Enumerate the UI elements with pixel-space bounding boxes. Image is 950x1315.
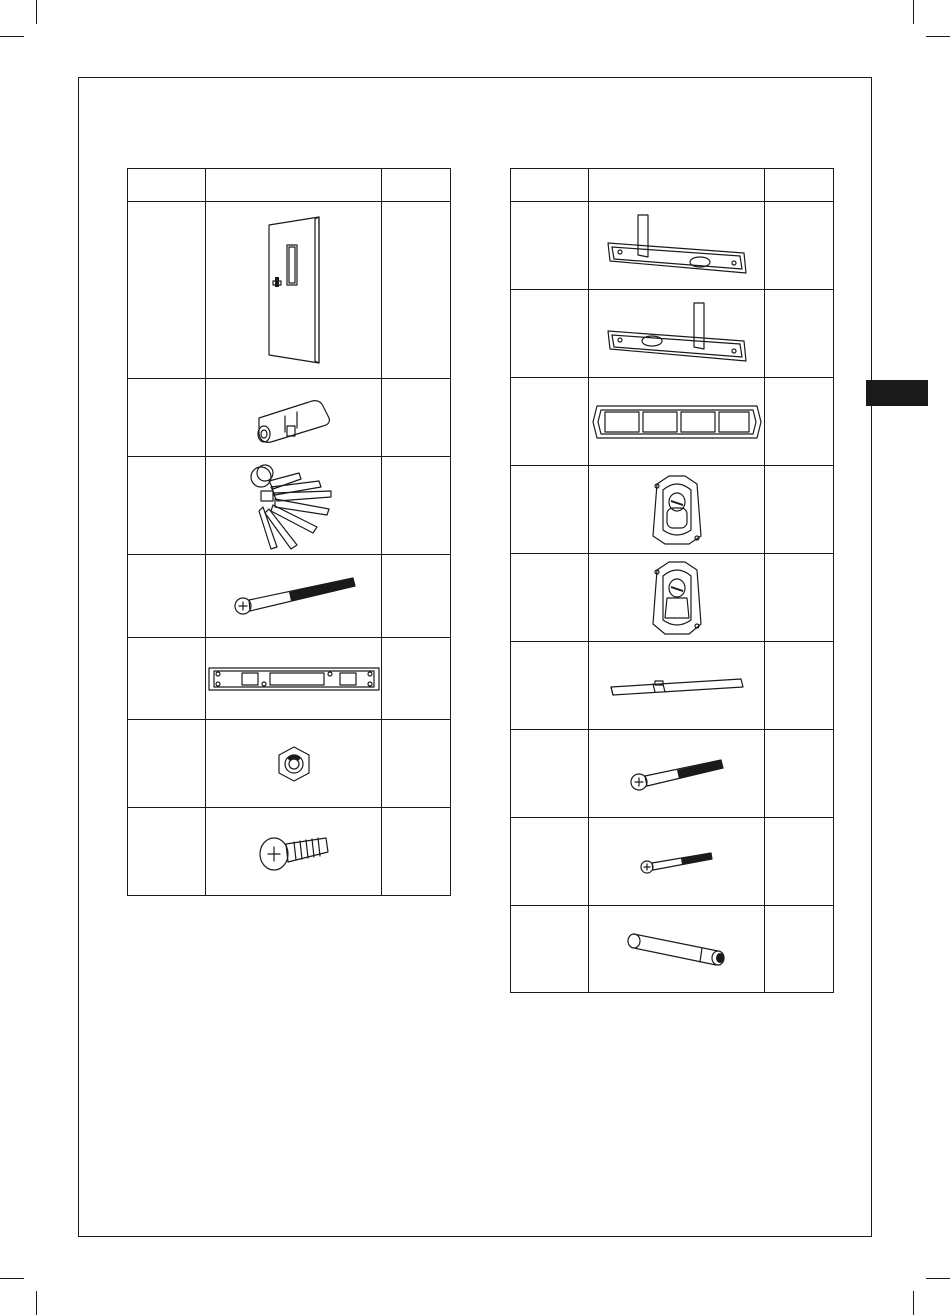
header-item xyxy=(511,169,589,202)
handle-plate-left-icon xyxy=(604,211,750,281)
row-item xyxy=(511,730,589,818)
hex-nut-icon xyxy=(274,744,314,784)
row-item xyxy=(128,720,206,808)
row-item xyxy=(128,555,206,638)
row-qty xyxy=(765,554,834,642)
row-illustration xyxy=(589,466,765,554)
row-qty xyxy=(382,379,451,457)
table-row xyxy=(511,290,834,378)
long-bolt-icon xyxy=(229,574,359,618)
lock-cylinder-icon xyxy=(249,388,339,448)
row-item xyxy=(511,202,589,290)
row-qty xyxy=(765,378,834,466)
row-item xyxy=(511,466,589,554)
table-row xyxy=(128,720,451,808)
table-row xyxy=(128,379,451,457)
row-qty xyxy=(765,466,834,554)
header-qty xyxy=(382,169,451,202)
row-illustration xyxy=(589,290,765,378)
parts-table-left xyxy=(127,168,451,896)
short-bolt-icon xyxy=(637,847,717,877)
row-qty xyxy=(382,457,451,555)
table-row xyxy=(511,642,834,730)
row-illustration xyxy=(206,638,382,720)
table-row xyxy=(128,638,451,720)
row-qty xyxy=(382,555,451,638)
row-item xyxy=(128,638,206,720)
row-illustration xyxy=(206,457,382,555)
row-item xyxy=(511,290,589,378)
crop-mark xyxy=(36,1291,37,1315)
row-item xyxy=(511,642,589,730)
row-qty xyxy=(765,730,834,818)
header-qty xyxy=(765,169,834,202)
flat-head-screw-icon xyxy=(254,830,334,874)
table-row xyxy=(128,555,451,638)
row-qty xyxy=(765,818,834,906)
parts-table-right xyxy=(510,168,834,993)
row-qty xyxy=(765,642,834,730)
door-panel-icon xyxy=(259,215,329,365)
table-row xyxy=(511,818,834,906)
row-illustration xyxy=(206,555,382,638)
row-illustration xyxy=(206,379,382,457)
row-illustration xyxy=(589,906,765,993)
escutcheon-inner-icon xyxy=(649,558,705,638)
table-header-row xyxy=(511,169,834,202)
sleeve-tube-icon xyxy=(622,929,732,969)
medium-bolt-icon xyxy=(627,754,727,794)
table-header-row xyxy=(128,169,451,202)
row-illustration xyxy=(589,642,765,730)
weather-strip-icon xyxy=(591,400,763,444)
row-qty xyxy=(765,290,834,378)
row-item xyxy=(128,808,206,896)
row-qty xyxy=(382,202,451,379)
key-set-icon xyxy=(239,461,349,551)
table-row xyxy=(511,378,834,466)
header-item xyxy=(128,169,206,202)
row-item xyxy=(128,379,206,457)
section-tab xyxy=(866,380,928,406)
row-item xyxy=(128,202,206,379)
table-row xyxy=(511,202,834,290)
row-illustration xyxy=(206,202,382,379)
row-item xyxy=(511,818,589,906)
header-illustration xyxy=(206,169,382,202)
crop-mark xyxy=(913,1291,914,1315)
row-illustration xyxy=(589,730,765,818)
table-row xyxy=(128,808,451,896)
crop-mark xyxy=(36,0,37,24)
strike-plate-icon xyxy=(208,664,380,694)
row-illustration xyxy=(206,808,382,896)
crop-mark xyxy=(926,36,950,37)
crop-mark xyxy=(926,1278,950,1279)
row-item xyxy=(128,457,206,555)
row-item xyxy=(511,554,589,642)
row-illustration xyxy=(589,818,765,906)
table-row xyxy=(128,457,451,555)
row-qty xyxy=(382,638,451,720)
row-qty xyxy=(382,720,451,808)
crop-mark xyxy=(913,0,914,24)
crop-mark xyxy=(0,36,24,37)
row-illustration xyxy=(589,202,765,290)
row-qty xyxy=(765,906,834,993)
handle-plate-right-icon xyxy=(604,299,750,369)
row-item xyxy=(511,906,589,993)
header-illustration xyxy=(589,169,765,202)
row-item xyxy=(511,378,589,466)
row-illustration xyxy=(589,378,765,466)
table-row xyxy=(511,554,834,642)
row-illustration xyxy=(206,720,382,808)
escutcheon-outer-icon xyxy=(649,472,705,548)
row-qty xyxy=(765,202,834,290)
table-row xyxy=(128,202,451,379)
crop-mark xyxy=(0,1278,24,1279)
table-row xyxy=(511,730,834,818)
row-illustration xyxy=(589,554,765,642)
table-row xyxy=(511,466,834,554)
row-qty xyxy=(382,808,451,896)
table-row xyxy=(511,906,834,993)
spindle-bar-icon xyxy=(607,671,747,701)
